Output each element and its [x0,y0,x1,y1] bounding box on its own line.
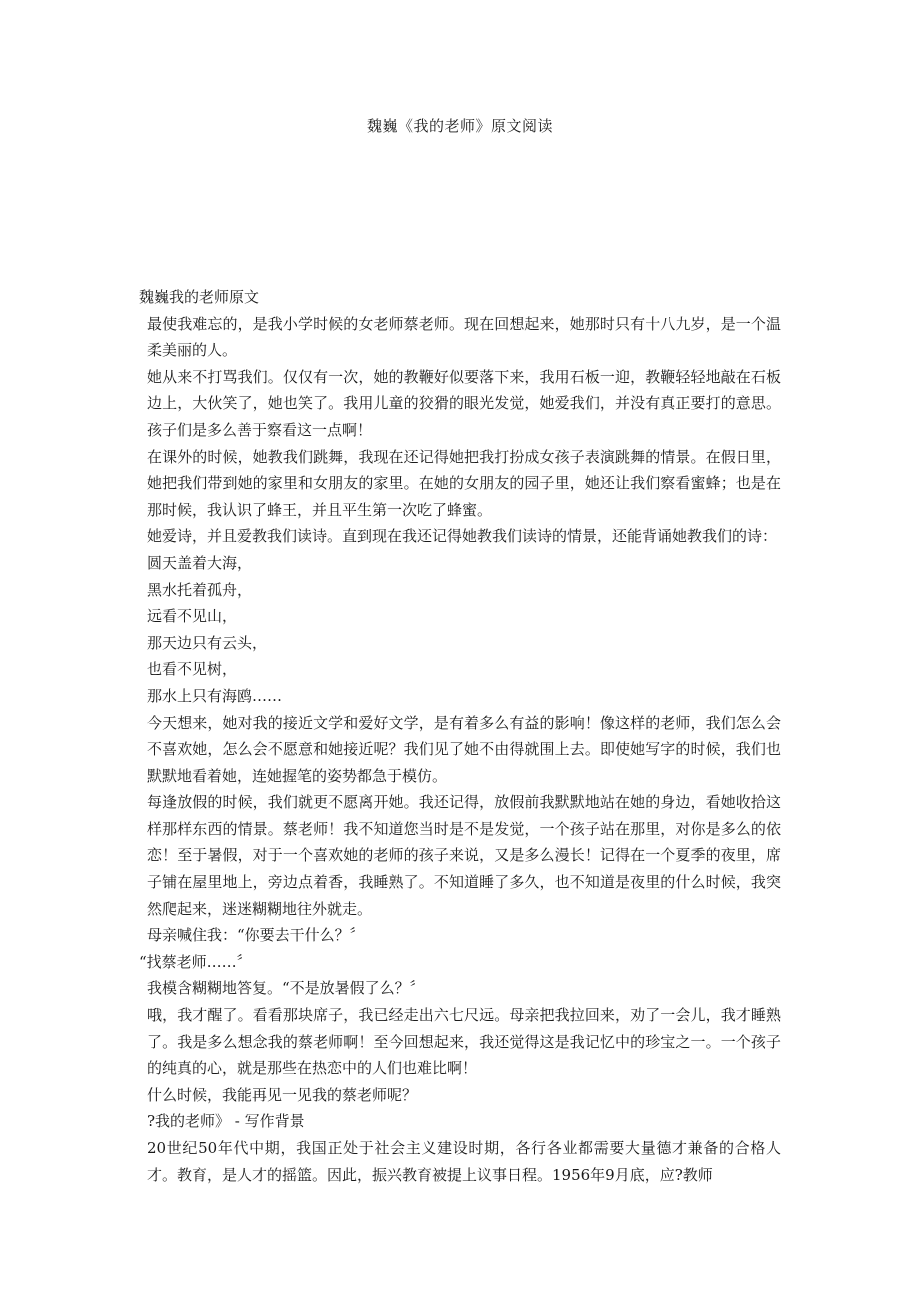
document-body [139,284,781,1188]
poem-line: 圆天盖着大海， [147,553,253,572]
poem-line: 远看不见山， [147,607,238,626]
section-heading: ?我的老师》 - 写作背景 [147,1112,305,1131]
paragraph: 20世纪50年代中期，我国正处于社会主义建设时期，各行各业都需要大量德才兼备的合格人才。教育，是人才的摇篮。因此，振兴教育被提上议事日程。1956年9月底，应?教师 [147,1139,781,1184]
article-heading: 魏巍我的老师原文 [139,288,260,306]
paragraph: 哦，我才醒了。看看那块席子，我已经走出六七尺远。母亲把我拉回来，劝了一会儿，我才睡熟了。我是多么想念我的蔡老师啊！至今回想起来，我还觉得这是我记忆中的珍宝之一。一个孩子的纯真的心，就是那些在热恋中的人们也难比啊！ [147,1006,781,1078]
paragraph: 母亲喊住我：“你要去干什么？〞 [147,926,365,945]
paragraph: 她爱诗，并且爱教我们读诗。直到现在我还记得她教我们读诗的情景，还能背诵她教我们的诗： [147,527,778,546]
paragraph: 最使我难忘的，是我小学时候的女老师蔡老师。现在回想起来，她那时只有十八九岁，是一个温柔美丽的人。 [147,314,781,360]
paragraph: 她从来不打骂我们。仅仅有一次，她的教鞭好似要落下来，我用石板一迎，教鞭轻轻地敲在石板边上，大伙笑了，她也笑了。我用儿童的狡猾的眼光发觉，她爱我们，并没有真正要打的意思。孩子们是多么善于察看这一点啊！ [147,367,781,439]
paragraph: 今天想来，她对我的接近文学和爱好文学，是有着多么有益的影响！像这样的老师，我们怎么会不喜欢她，怎么会不愿意和她接近呢？我们见了她不由得就围上去。即使她写字的时候，我们也默默地看着她，连她握笔的姿势都急于模仿。 [147,713,781,785]
poem-line: 那天边只有云头， [147,633,268,652]
dialogue-line: “找蔡老师……〞 [139,952,252,971]
poem-line: 黑水托着孤舟， [147,580,253,599]
paragraph: 在课外的时候，她教我们跳舞，我现在还记得她把我打扮成女孩子表演跳舞的情景。在假日里，她把我们带到她的家里和女朋友的家里。在她的女朋友的园子里，她还让我们察看蜜蜂；也是在那时候，我认识了蜂王，并且平生第一次吃了蜂蜜。 [147,447,781,519]
paragraph: 什么时候，我能再见一见我的蔡老师呢？ [147,1085,418,1104]
paragraph: 我模含糊糊地答复。“不是放暑假了么？〞 [147,979,425,998]
poem-line: 那水上只有海鸥…… [147,686,283,705]
poem-line: 也看不见树， [147,660,238,679]
document-title: 魏巍《我的老师》原文阅读 [366,117,553,135]
paragraph: 每逢放假的时候，我们就更不愿离开她。我还记得，放假前我默默地站在她的身边，看她收拾这样那样东西的情景。蔡老师！我不知道您当时是不是发觉，一个孩子站在那里，对你是多么的依恋！至于暑假，对于一个喜欢她的老师的孩子来说，又是多么漫长！记得在一个夏季的夜里，席子铺在屋里地上，旁边点着香，我睡熟了。不知道睡了多久，也不知道是夜里的什么时候，我突然爬起来，迷迷糊糊地往外就走。 [147,793,781,918]
